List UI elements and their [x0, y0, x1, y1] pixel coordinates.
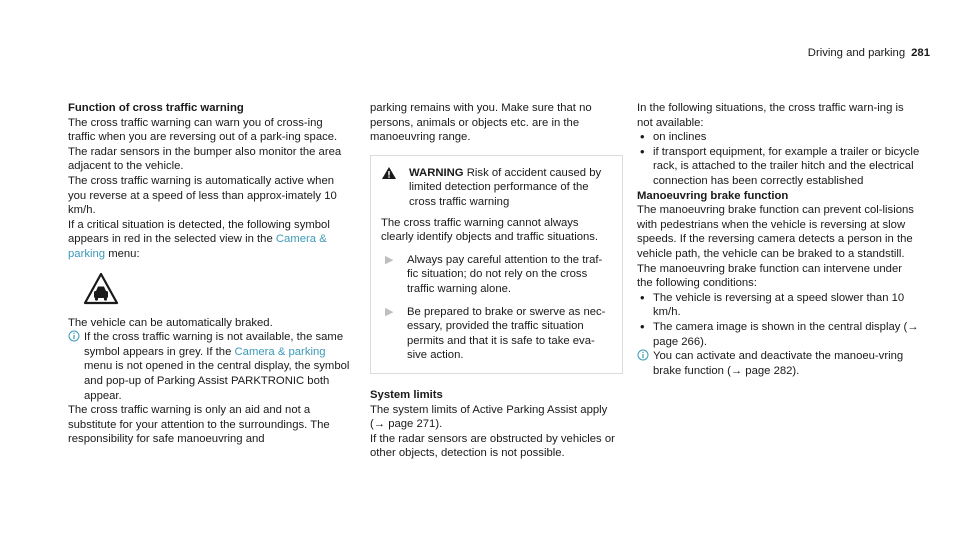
note — [637, 349, 920, 378]
arrow-icon: ▶ — [385, 305, 394, 318]
paragraph: The cross traffic warning is automatically active when you reverse at a speed of less than approx-imately 10 km/h. — [68, 174, 337, 217]
warning-box — [370, 155, 623, 374]
paragraph: The manoeuvring brake function can intervene under the following conditions: — [637, 262, 903, 290]
paragraph: The system limits of Active Parking Assist apply (→ page 271). — [370, 403, 608, 431]
warning-item-text: Always pay careful attention to the traf-fic situation; do not rely on the cross traffic warning alone. — [407, 253, 603, 295]
text: menu is not opened in the central display, the symbol and pop-up of Parking Assist PARKTRONIC both appear. — [84, 360, 350, 402]
list-item: • The camera image is shown in the central display (→ page 266). — [637, 320, 920, 349]
warning-item — [381, 253, 612, 297]
cross-traffic-symbol-icon — [83, 272, 119, 306]
column-1 — [68, 101, 353, 447]
paragraph: The cross traffic warning is only an aid and not a substitute for your attention to the surroundings. The responsibility for safe manoeuvring and — [68, 404, 330, 446]
paragraph — [68, 218, 353, 262]
info-icon — [68, 330, 84, 403]
list-item: • The vehicle is reversing at a speed slower than 10 km/h. — [637, 291, 920, 320]
page-header — [760, 46, 930, 61]
section-heading-system-limits: System limits — [370, 388, 443, 401]
note — [68, 330, 353, 403]
paragraph: parking remains with you. Make sure that no persons, animals or objects etc. are in the manoeuvring range. — [370, 102, 592, 144]
info-icon — [637, 349, 653, 378]
camera-parking-link[interactable]: Camera & parking — [234, 345, 326, 358]
warning-header — [381, 166, 612, 210]
text: If a critical situation is detected, the following symbol appears in red in the selected view in the — [68, 218, 330, 246]
page-number: 281 — [911, 47, 930, 59]
camera-parking-link[interactable]: Camera & parking — [68, 233, 327, 260]
warning-label: WARNING — [409, 166, 464, 179]
column-2 — [370, 101, 623, 461]
list-item: • on inclines — [637, 130, 920, 145]
list — [637, 291, 920, 349]
note-text: You can activate and deactivate the manoeu-vring brake function (→ page 282). — [653, 350, 904, 377]
text: menu: — [105, 247, 140, 260]
section-title: Driving and parking — [807, 47, 906, 59]
paragraph: The vehicle can be automatically braked. — [68, 316, 273, 329]
warning-item — [381, 305, 612, 363]
column-3 — [637, 101, 920, 378]
warning-title-text: Risk of accident caused by limited detection performance of the cross traffic warning — [409, 166, 602, 208]
paragraph: If the radar sensors are obstructed by vehicles or other objects, detection is not possible. — [370, 432, 615, 460]
section-heading-cross-traffic: Function of cross traffic warning — [68, 102, 244, 114]
warning-body: The cross traffic warning cannot always clearly identify objects and traffic situations. — [381, 216, 599, 244]
text: If the cross traffic warning is not available, the same symbol appears in grey. If the — [84, 331, 344, 358]
paragraph: The manoeuvring brake function can prevent col-lisions with pedestrians when the vehicle is reversing at slow speeds. If the reversing camera detects a person in the vehicle path, the vehicle can be braked to a standstill. — [637, 204, 914, 260]
section-heading-manoeuvring-brake: Manoeuvring brake function — [637, 189, 789, 202]
arrow-icon: ▶ — [385, 253, 394, 266]
note-text — [84, 330, 353, 403]
list-item: • if transport equipment, for example a trailer or bicycle rack, is attached to the trailer hitch and the electrical connection has been correctly established — [637, 145, 920, 189]
list — [637, 130, 920, 188]
warning-triangle-icon — [381, 166, 409, 210]
paragraph: In the following situations, the cross traffic warn-ing is not available: — [637, 102, 904, 129]
warning-item-text: Be prepared to brake or swerve as nec-essary, provided the traffic situation permits and that it is safe to take eva-sive action. — [407, 305, 606, 362]
warning-title — [409, 166, 612, 210]
paragraph: The cross traffic warning can warn you of cross-ing traffic when you are reversing out of a park-ing space. The radar sensors in the bumper also monitor the area adjacent to the vehicle. — [68, 116, 342, 173]
